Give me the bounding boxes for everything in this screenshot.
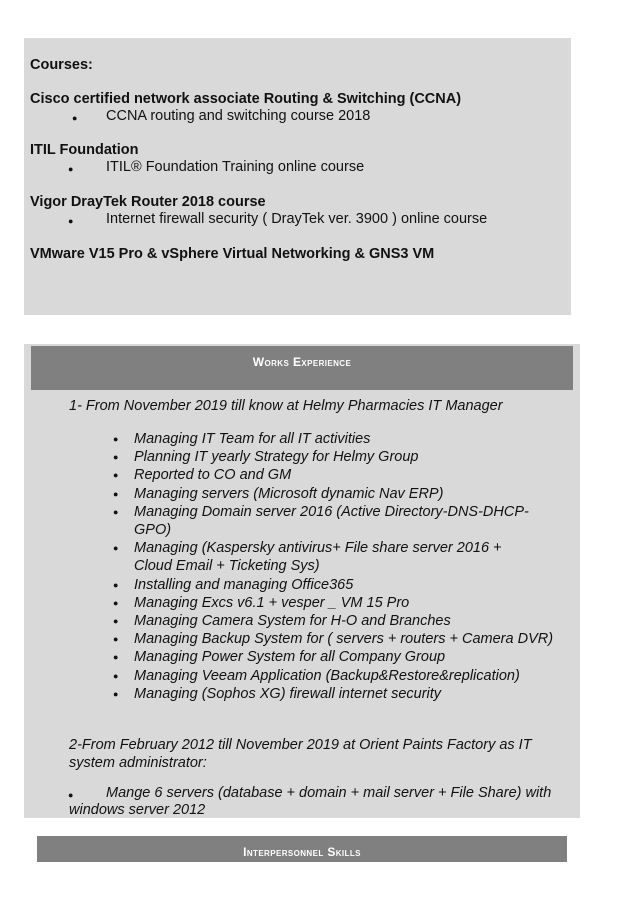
courses-heading: Courses: (30, 57, 93, 73)
list-item: ● Managing Camera System for H-O and Branches (106, 612, 566, 630)
list-item: ● Managing Excs v6.1 + vesper _ VM 15 Pro (106, 594, 566, 612)
course-title-ccna: Cisco certified network associate Routing & Switching (CCNA) (30, 91, 462, 107)
job2-bullet-line1: Mange 6 servers (database + domain + mail server + File Share) with (106, 785, 552, 801)
course-title-draytek: Vigor DrayTek Router 2018 course (30, 194, 266, 210)
bullet-icon: ● (68, 216, 74, 226)
list-item: ● Planning IT yearly Strategy for Helmy Group (106, 448, 566, 466)
list-item: ● Managing servers (Microsoft dynamic Nav ERP) (106, 485, 566, 503)
list-item: ● Installing and managing Office365 (106, 576, 566, 594)
course-title-vmware: VMware V15 Pro & vSphere Virtual Networking & GNS3 VM (30, 246, 435, 262)
list-item: ● Reported to CO and GM (106, 466, 566, 484)
bullet-icon: ● (68, 790, 74, 800)
course-bullet-draytek: Internet firewall security ( DrayTek ver. 3900 ) online course (106, 211, 488, 227)
job1-title: 1- From November 2019 till know at Helmy Pharmacies IT Manager (69, 398, 503, 414)
list-item: ● Managing Veeam Application (Backup&Restore&replication) (106, 667, 566, 685)
job1-responsibilities (106, 430, 566, 703)
bullet-icon: ● (72, 113, 78, 123)
course-bullet-ccna: CCNA routing and switching course 2018 (106, 108, 371, 124)
list-item: ● Managing Backup System for ( servers + routers + Camera DVR) (106, 630, 566, 648)
list-item: ● Managing (Kaspersky antivirus+ File share server 2016 + Cloud Email + Ticketing Sys) (106, 539, 566, 575)
interpersonal-skills-header: Interpersonnel Skills (37, 836, 567, 862)
list-item: ● Managing (Sophos XG) firewall internet security (106, 685, 566, 703)
job2-bullet-line2: windows server 2012 (69, 802, 206, 818)
list-item: ● Managing Domain server 2016 (Active Directory-DNS-DHCP-GPO) (106, 503, 566, 539)
bullet-icon: ● (68, 164, 74, 174)
list-item: ● Managing Power System for all Company Group (106, 648, 566, 666)
job2-title-line2: system administrator: (69, 755, 207, 771)
course-title-itil: ITIL Foundation (30, 142, 139, 158)
list-item: ● Managing IT Team for all IT activities (106, 430, 566, 448)
job2-title-line1: 2-From February 2012 till November 2019 at Orient Paints Factory as IT (69, 737, 532, 753)
works-experience-header: Works Experience (31, 346, 573, 390)
course-bullet-itil: ITIL® Foundation Training online course (106, 159, 365, 175)
courses-section (24, 38, 571, 315)
